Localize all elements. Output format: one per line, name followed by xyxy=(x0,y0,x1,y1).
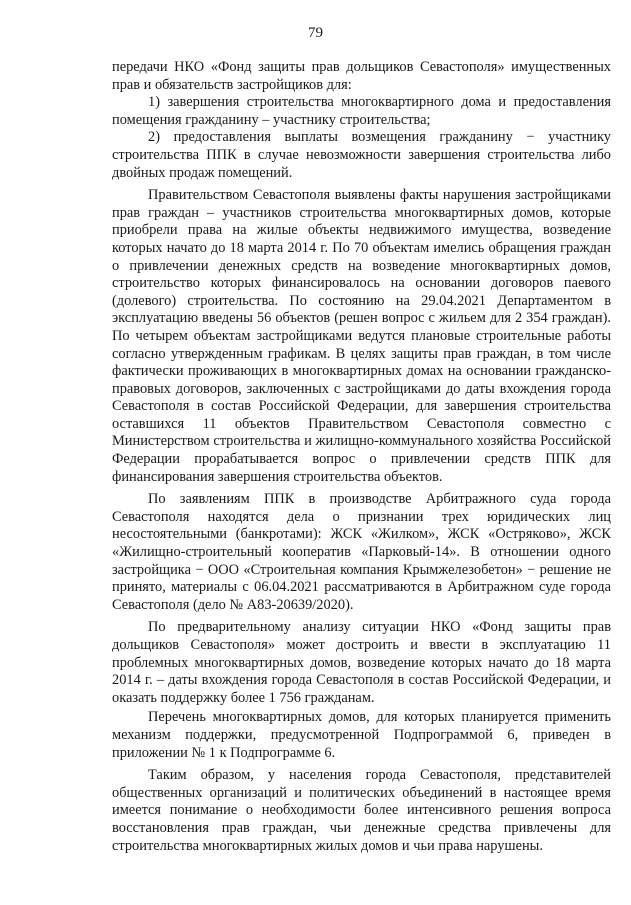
paragraph-conclusion: Таким образом, у населения города Севастополя, представителей общественных организаций и политических объединений в настоящее время имеется понимание о необходимости более интенсивного решения вопроса восстановления прав граждан, чьи денежные средства привлечены для строительства многоквартирных жилых домов и чьи права нарушены. xyxy=(112,767,611,854)
paragraph-list-item-1: 1) завершения строительства многоквартирного дома и предоставления помещения гражданину – участнику строительства; xyxy=(112,94,611,128)
paragraph-transfer-intro: передачи НКО «Фонд защиты прав дольщиков Севастополя» имущественных прав и обязательств застройщиков для: xyxy=(112,59,611,93)
paragraph-arbitration: По заявлениям ППК в производстве Арбитражного суда города Севастополя находятся дела о признании трех юридических лиц несостоятельными (банкротами): ЖСК «Жилком», ЖСК «Остряково», ЖСК «Жилищно-строительный кооператив «Парковый-14». В отношении одного застройщика − ООО «Строительная компания Крымжелезобетон» − решение не принято, материалы с 06.04.2021 рассматриваются в Арбитражном суде города Севастополя (дело № А83-20639/2020). xyxy=(112,491,611,613)
page-number: 79 xyxy=(308,25,323,41)
paragraph-analysis: По предварительному анализу ситуации НКО «Фонд защиты прав дольщиков Севастополя» может достроить и ввести в эксплуатацию 11 проблемных многоквартирных домов, возведение которых начато до 18 марта 2014 г. – даты вхождения города Севастополя в состав Российской Федерации, и оказать поддержку более 1 756 гражданам. xyxy=(112,619,611,706)
paragraph-violations: Правительством Севастополя выявлены факты нарушения застройщиками прав граждан – участников строительства многоквартирных домов, которые приобрели права на жилые объекты недвижимого имущества, возведение которых начато до 18 марта 2014 г. По 70 объектам имелись обращения граждан о привлечении денежных средств на возведение многоквартирных домов, строительство которых финансировалось на основании договоров паевого (долевого) строительства. По состоянию на 29.04.2021 Департаментом в эксплуатацию введены 56 объектов (решен вопрос с жильем для 2 354 граждан). По четырем объектам застройщиками ведутся плановые строительные работы согласно утвержденным графикам. В целях защиты прав граждан, в том числе фактически проживающих в многоквартирных домах на основании гражданско-правовых договоров, заключенных с застройщиками до даты вхождения города Севастополя в состав Российской Федерации, для завершения строительства оставшихся 11 объектов Правительством Севастополя совместно с Министерством строительства и жилищно-коммунального хозяйства Российской Федерации прорабатывается вопрос о привлечении средств ППК для финансирования завершения строительства объектов. xyxy=(112,187,611,485)
paragraph-list-item-2: 2) предоставления выплаты возмещения гражданину − участнику строительства ППК в случае невозможности завершения строительства либо двойных продаж помещений. xyxy=(112,129,611,181)
paragraph-list-of-houses: Перечень многоквартирных домов, для которых планируется применить механизм поддержки, предусмотренной Подпрограммой 6, приведен в приложении № 1 к Подпрограмме 6. xyxy=(112,709,611,761)
document-body xyxy=(112,59,611,855)
